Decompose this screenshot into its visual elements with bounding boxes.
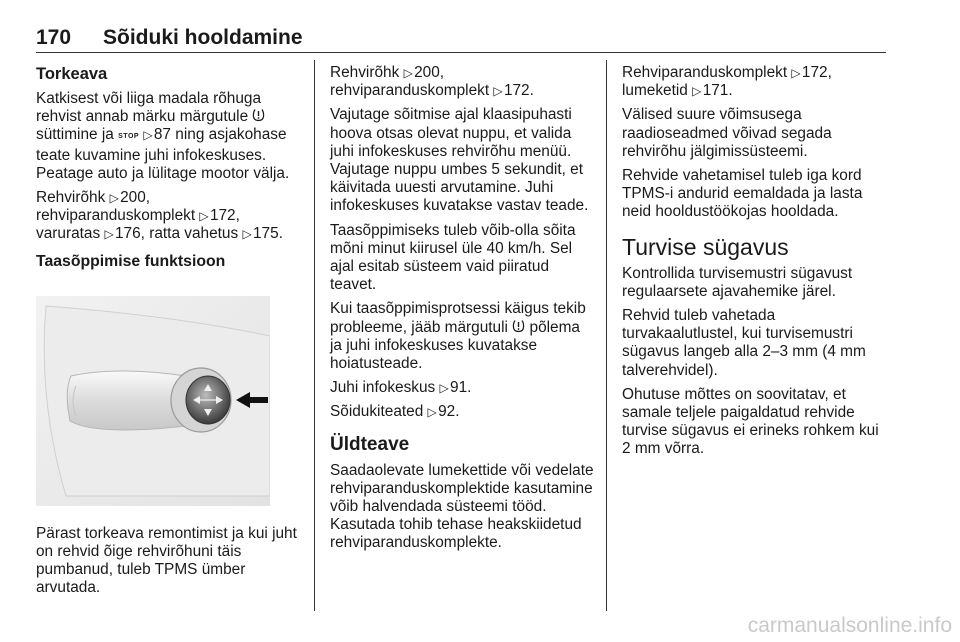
page-ref-arrow-icon: ▷ bbox=[403, 66, 413, 80]
heading-torkeava: Torkeava bbox=[36, 65, 108, 83]
header-divider bbox=[36, 52, 886, 53]
page-ref-link[interactable]: 200 bbox=[414, 64, 440, 81]
column-1 bbox=[36, 64, 302, 604]
page-ref-link[interactable]: 172 bbox=[801, 64, 828, 81]
heading-general: Üldteave bbox=[330, 433, 410, 455]
paragraph-radio-interference: Välised suure võimsusega raadioseadmed võivad segada rehvirõhu jälgimissüsteemi. bbox=[622, 106, 832, 160]
page-ref-arrow-icon: ▷ bbox=[692, 84, 702, 99]
stop-symbol: STOP bbox=[118, 133, 140, 141]
page-ref-arrow-icon: ▷ bbox=[109, 191, 119, 206]
page-number: 170 bbox=[36, 26, 72, 49]
paragraph-sensor-removal: Rehvide vahetamisel tuleb iga kord TPMS-i andurid eemaldada ja lasta neid hooldustöökojas hooldada. bbox=[622, 167, 863, 221]
paragraph-references: Rehvirõhk ▷ 200, rehviparanduskomplekt ▷ 172. bbox=[330, 64, 534, 100]
paragraph-puncture-warning: Katkisest või liiga madala rõhuga rehvist annab märku märgutule süttimine ja STOP ▷ 87 ning asjakohase teate kuvamine juhi infokeskuses. Peatage auto ja lülitage mootor välja. bbox=[36, 90, 290, 182]
watermark: carmanualsonline.info bbox=[747, 614, 952, 637]
page-ref-link[interactable]: 87 bbox=[153, 126, 171, 144]
column-2 bbox=[330, 64, 595, 559]
paragraph-references: Rehviparanduskomplekt ▷ 172, lumeketid ▷ 171. bbox=[622, 64, 832, 100]
paragraph-references: Rehvirõhk ▷ 200, rehviparanduskomplekt ▷ 172, varuratas ▷ 176, ratta vahetus ▷ 175. bbox=[36, 189, 283, 243]
page-ref-arrow-icon: ▷ bbox=[439, 381, 449, 396]
heading-relearn: Taasõppimise funktsioon bbox=[36, 252, 226, 270]
page-ref-link[interactable]: 172 bbox=[503, 82, 530, 100]
page-ref-link[interactable]: 175 bbox=[253, 225, 279, 243]
page-ref-arrow-icon: ▷ bbox=[199, 209, 209, 224]
wiper-lever-illustration bbox=[36, 296, 270, 506]
page-ref-arrow-icon: ▷ bbox=[104, 227, 114, 242]
paragraph-vehicle-messages: Sõidukiteated ▷ 92. bbox=[330, 403, 460, 421]
page-ref-arrow-icon: ▷ bbox=[242, 227, 252, 242]
paragraph-tread-axle: Ohutuse mõttes on soovitatav, et samale teljele paigaldatud rehvide turvise sügavus ei erineks rohkem kui 2 mm võrra. bbox=[622, 385, 879, 458]
paragraph-tread-check: Kontrollida turvisemustri sügavust regulaarsete ajavahemike järel. bbox=[622, 264, 853, 300]
page-ref-link[interactable]: 92 bbox=[438, 403, 456, 421]
paragraph-relearn-intro: Pärast torkeava remontimist ja kui juht on rehvid õige rehvirõhuni täis pumbanud, tuleb TPMS ümber arvutada. bbox=[36, 524, 297, 597]
paragraph-tread-replace: Rehvid tuleb vahetada turvakaalutlustel, kui turvisemustri sügavus langeb alla 2–3 mm (4 mm talverehvidel). bbox=[622, 307, 866, 379]
page-ref-link[interactable]: 171 bbox=[702, 82, 729, 100]
page-ref-link[interactable]: 200 bbox=[120, 189, 146, 207]
page-title: Sõiduki hooldamine bbox=[103, 26, 303, 49]
page-header bbox=[36, 26, 886, 52]
page-ref-arrow-icon: ▷ bbox=[427, 405, 437, 420]
page-ref-arrow-icon: ▷ bbox=[143, 128, 153, 143]
paragraph-relearn-problem: Kui taasõppimisprotsessi käigus tekib probleeme, jääb märgutuli põlema ja juhi infokeskuses kuvatakse hoiatusteade. bbox=[330, 300, 586, 373]
paragraph-relearn-steps: Vajutage sõitmise ajal klaasipuhasti hoova otsas olevat nuppu, et valida juhi infokeskuses rehvirõhu menüü. Vajutage nuppu umbes 5 sekundit, et käivitada uuesti arvutamine. Juhi infokeskuses kuvatakse vastav teade. bbox=[330, 106, 589, 215]
paragraph-general: Saadaolevate lumekettide või vedelate rehviparanduskomplektide kasutamine võib halvendada süsteemi tööd. Kasutada tohib tehase heakskiidetud rehviparanduskomplekte. bbox=[330, 461, 594, 552]
page-ref-link[interactable]: 172 bbox=[209, 207, 236, 225]
column-3 bbox=[622, 64, 890, 465]
page-ref-arrow-icon: ▷ bbox=[791, 66, 801, 80]
paragraph-driver-info: Juhi infokeskus ▷ 91. bbox=[330, 379, 472, 397]
heading-tread-depth: Turvise sügavus bbox=[622, 233, 789, 260]
page-ref-link[interactable]: 91 bbox=[450, 379, 468, 397]
page-ref-link[interactable]: 176 bbox=[114, 225, 141, 243]
tpms-warning-icon bbox=[252, 108, 265, 122]
paragraph-relearn-drive: Taasõppimiseks tuleb võib-olla sõita mõni minut kiirusel üle 40 km/h. Sel ajal esitab süsteem vaid piiratud teavet. bbox=[330, 221, 576, 294]
page-ref-arrow-icon: ▷ bbox=[493, 84, 503, 99]
column-divider-1 bbox=[314, 60, 315, 611]
column-divider-2 bbox=[606, 60, 607, 611]
tpms-warning-icon bbox=[512, 319, 525, 333]
